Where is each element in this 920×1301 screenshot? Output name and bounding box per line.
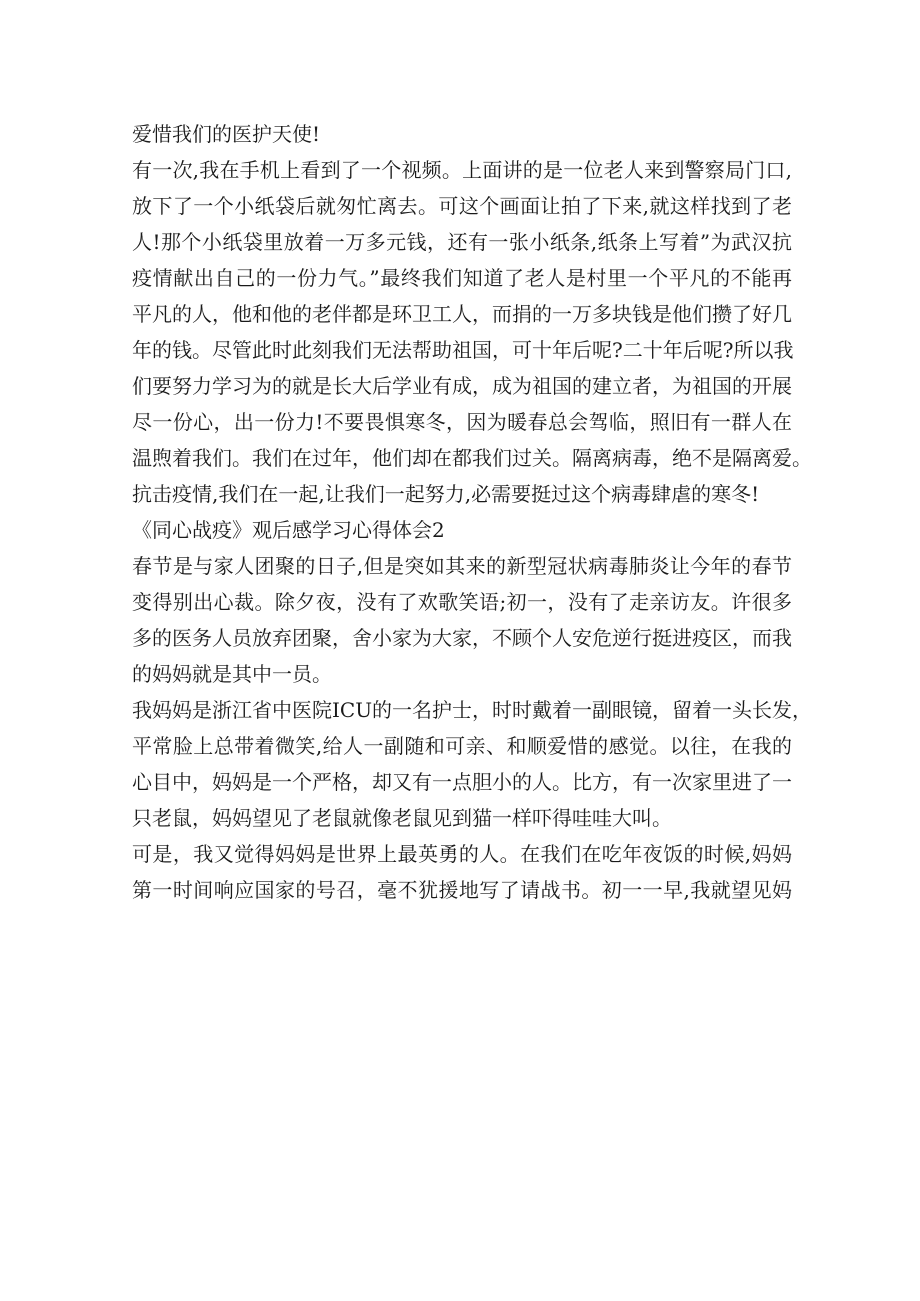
text-line: 我妈妈是浙江省中医院ICU的一名护士，时时戴着一副眼镜，留着一头长发， [132, 698, 813, 722]
paragraph-mother-bravery [132, 836, 792, 908]
text-line: 心目中，妈妈是一个严格，却又有一点胆小的人。比方，有一次家里进了一 [132, 770, 792, 794]
paragraph-mother-description [132, 692, 813, 836]
text-line: 尽一份心，出一份力!不要畏惧寒冬，因为暖春总会驾临，照旧有一群人在 [132, 410, 792, 434]
text-line: 们要努力学习为的就是长大后学业有成，成为祖国的建立者，为祖国的开展 [132, 374, 792, 398]
text-line: 人!那个小纸袋里放着一万多元钱，还有一张小纸条,纸条上写着”为武汉抗 [132, 230, 792, 254]
text-line: 放下了一个小纸袋后就匆忙离去。可这个画面让拍了下来,就这样找到了老 [132, 194, 792, 218]
text-line: 可是，我又觉得妈妈是世界上最英勇的人。在我们在吃年夜饭的时候,妈妈 [132, 842, 792, 866]
text-line: 平凡的人，他和他的老伴都是环卫工人，而捐的一万多块钱是他们攒了好几 [132, 302, 792, 326]
text-line: 只老鼠，妈妈望见了老鼠就像老鼠见到猫一样吓得哇哇大叫。 [132, 806, 672, 830]
text-line: 春节是与家人团聚的日子,但是突如其来的新型冠状病毒肺炎让今年的春节 [132, 554, 792, 578]
paragraph-heading-line [132, 116, 792, 152]
text-line: 的妈妈就是其中一员。 [132, 662, 332, 686]
text-line: 有一次,我在手机上看到了一个视频。上面讲的是一位老人来到警察局门口, [132, 158, 792, 182]
text-line: 爱惜我们的医护天使! [132, 122, 321, 146]
paragraph-video-story [132, 152, 812, 512]
paragraph-spring-festival [132, 548, 792, 692]
text-line: 变得别出心裁。除夕夜，没有了欢歌笑语;初一，没有了走亲访友。许很多 [132, 590, 792, 614]
text-line: 《同心战疫》观后感学习心得体会2 [132, 518, 445, 542]
text-line: 多的医务人员放弃团聚，舍小家为大家，不顾个人安危逆行挺进疫区，而我 [132, 626, 792, 650]
text-line: 抗击疫情,我们在一起,让我们一起努力,必需要挺过这个病毒肆虐的寒冬! [132, 482, 760, 506]
section-title [132, 512, 792, 548]
text-line: 温煦着我们。我们在过年，他们却在都我们过关。隔离病毒，绝不是隔离爱。 [132, 446, 812, 470]
text-line: 年的钱。尽管此时此刻我们无法帮助祖国，可十年后呢?二十年后呢?所以我 [132, 338, 794, 362]
text-line: 平常脸上总带着微笑,给人一副随和可亲、和顺爱惜的感觉。以往，在我的 [132, 734, 792, 758]
text-line: 第一时间响应国家的号召，毫不犹援地写了请战书。初一一早,我就望见妈 [132, 878, 792, 902]
text-line: 疫情献出自己的一份力气。”最终我们知道了老人是村里一个平凡的不能再 [132, 266, 792, 290]
document-body [132, 116, 813, 908]
